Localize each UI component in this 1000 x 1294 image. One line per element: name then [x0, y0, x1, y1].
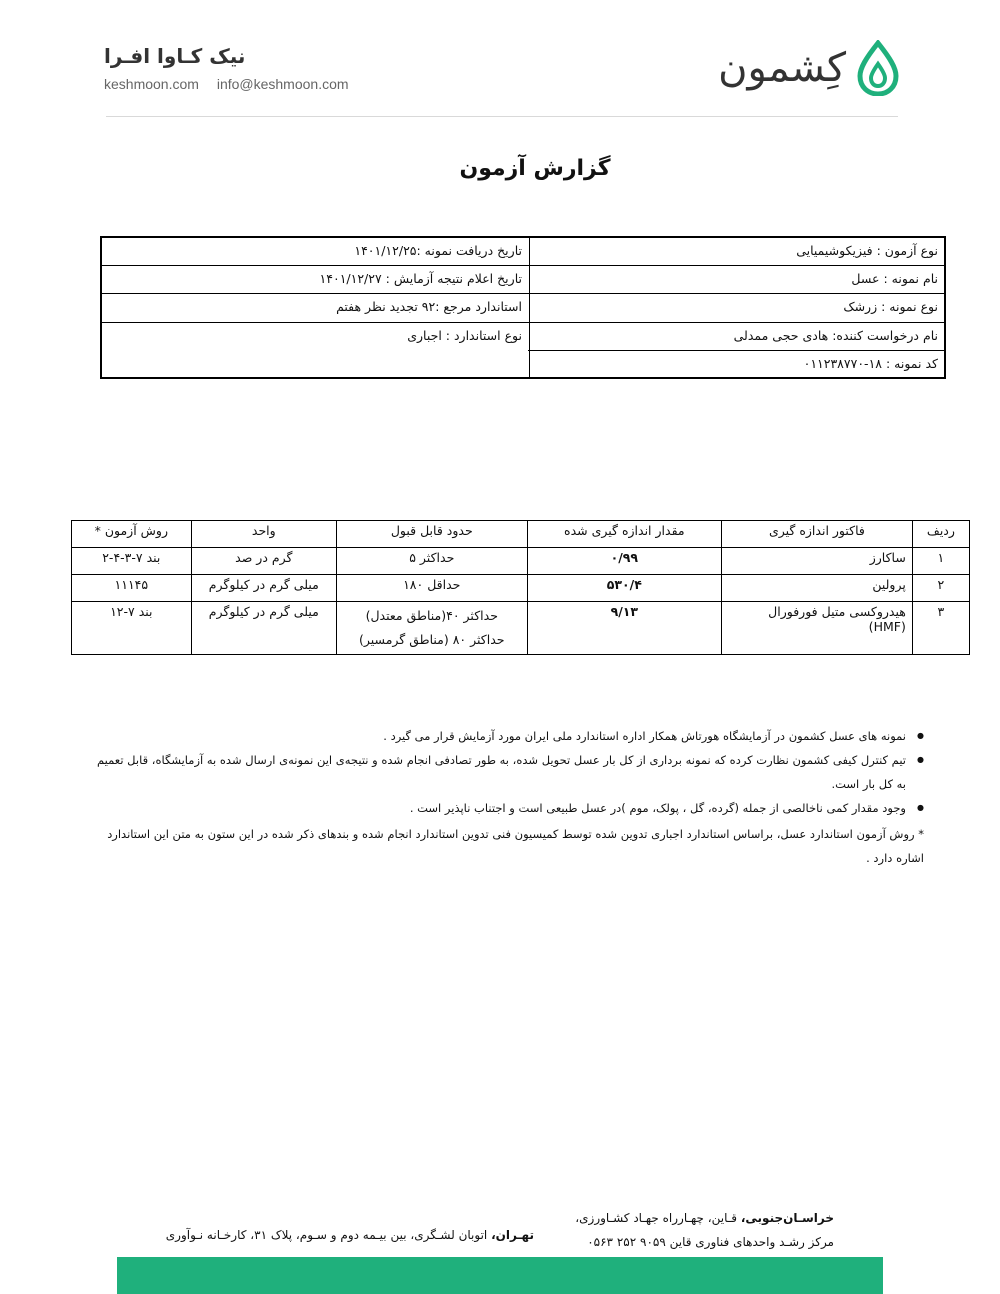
- table-row: [72, 602, 970, 655]
- table-row: [72, 548, 970, 575]
- address-line-2: مرکز رشـد واحدهای فناوری قاین ۹۰۵۹ ۲۵۲ ۰۵۶۳: [587, 1235, 834, 1249]
- info-sample-code: کد نمونه : ۱۸-۰۱۱۲۳۸۷۷۰: [803, 356, 938, 371]
- address-city: قـاین، چهـارراه جهـاد کشـاورزی،: [575, 1211, 741, 1225]
- cell-limit-line2: حداکثر ۸۰ (مناطق گرمسیر): [359, 632, 505, 647]
- info-receive-date: تاریخ دریافت نمونه :۱۴۰۱/۱۲/۲۵: [102, 238, 528, 266]
- logo-drop-icon: [856, 40, 900, 96]
- info-reference-standard: استاندارد مرجع :۹۲ تجدید نظر هفتم: [102, 294, 528, 323]
- info-divider: [529, 238, 530, 377]
- cell-factor: هیدروکسی متیل فورفورال (HMF): [722, 602, 913, 655]
- info-sample-name: نام نمونه : عسل: [528, 266, 944, 294]
- cell-unit: میلی گرم در کیلوگرم: [191, 602, 336, 655]
- note-item: ● تیم کنترل کیفی کشمون نظارت کرده که نمونه برداری از کل بار عسل تحویل شده، به طور تصادفی انجام شده و نتیجه‌ی این نمونه‌ی ارسال شده به آزمایشگاه، قابل تعمیم به کل بار است.: [94, 748, 906, 796]
- header-test-method: روش آزمون *: [72, 521, 192, 548]
- logo-text: کِشمون: [718, 45, 846, 91]
- cell-method: ۱۱۱۴۵: [72, 575, 192, 602]
- page-title: گزارش آزمون: [459, 156, 611, 181]
- cell-value: ۹/۱۳: [527, 602, 721, 655]
- notes-list: [94, 724, 924, 820]
- logo: [718, 32, 900, 104]
- header-divider: [106, 116, 898, 117]
- header-factor: فاکتور اندازه گیری: [722, 521, 913, 548]
- footer-address-tehran: [164, 1228, 534, 1242]
- address-province: خراسـان‌جنوبی،: [740, 1211, 834, 1225]
- cell-method: بند ۷-۱۲: [72, 602, 192, 655]
- header-measured-value: مقدار اندازه گیری شده: [527, 521, 721, 548]
- header-acceptable-limits: حدود قابل قبول: [336, 521, 527, 548]
- address-tehran-city: تهـران،: [491, 1228, 534, 1242]
- company-info: [104, 44, 363, 92]
- info-result-date: تاریخ اعلام نتیجه آزمایش : ۱۴۰۱/۱۲/۲۷: [102, 266, 528, 294]
- address-line-1: [574, 1206, 834, 1230]
- cell-factor: ساکارز: [722, 548, 913, 575]
- info-column-right: [528, 238, 944, 377]
- table-row: [72, 575, 970, 602]
- email-link[interactable]: info@keshmoon.com: [216, 76, 349, 92]
- info-column-left: [102, 238, 528, 377]
- method-footnote: * روش آزمون استاندارد عسل، براساس استاندارد اجباری تدوین شده توسط کمیسیون فنی تدوین استاندارد انجام شده و بندهای ذکر شده در این ستون به متن این استاندارد اشاره دارد .: [107, 827, 924, 865]
- info-table: [100, 236, 946, 379]
- address-tehran-street: اتوبان لشـگری، بین بیـمه دوم و سـوم، پلاک ۳۱، کارخـانه نـوآوری: [165, 1228, 492, 1242]
- cell-unit: گرم در صد: [191, 548, 336, 575]
- notes-section: [94, 724, 924, 870]
- cell-value: ۰/۹۹: [527, 548, 721, 575]
- cell-factor: پرولین: [722, 575, 913, 602]
- note-item: ● وجود مقدار کمی ناخالصی از جمله (گرده، گل ، پولک، موم )در عسل طبیعی است و اجتناب ناپذیر است .: [94, 796, 906, 820]
- website-link[interactable]: keshmoon.com: [104, 76, 199, 92]
- cell-method: بند ۷-۳-۴-۲: [72, 548, 192, 575]
- cell-value: ۵۳۰/۴: [527, 575, 721, 602]
- cell-row-number: ۱: [912, 548, 969, 575]
- header-unit: واحد: [191, 521, 336, 548]
- cell-limit-line1: حداکثر ۴۰(مناطق معتدل): [365, 608, 498, 623]
- company-contact: [104, 76, 363, 92]
- cell-limit: حداکثر ۵: [336, 548, 527, 575]
- header-row-number: ردیف: [912, 521, 969, 548]
- cell-row-number: ۲: [912, 575, 969, 602]
- cell-unit: میلی گرم در کیلوگرم: [191, 575, 336, 602]
- cell-limit: حداقل ۱۸۰: [336, 575, 527, 602]
- company-name: نیک کـاوا افـرا: [104, 44, 246, 68]
- results-header-row: [72, 521, 970, 548]
- cell-row-number: ۳: [912, 602, 969, 655]
- info-sample-type: نوع نمونه : زرشک: [528, 294, 944, 323]
- footer-brand-bar: [117, 1257, 883, 1294]
- results-table: [71, 520, 970, 655]
- info-requester: نام درخواست کننده: هادی حجی ممدلی: [528, 323, 944, 351]
- info-standard-type: نوع استاندارد : اجباری: [407, 328, 522, 343]
- cell-limit: [336, 602, 527, 655]
- info-test-type: نوع آزمون : فیزیکوشیمیایی: [528, 238, 944, 266]
- footer-address-south-khorasan: [574, 1206, 834, 1254]
- note-item: ● نمونه های عسل کشمون در آزمایشگاه هورتاش همکار اداره استاندارد ملی ایران مورد آزمایش قرار می گیرد .: [94, 724, 906, 748]
